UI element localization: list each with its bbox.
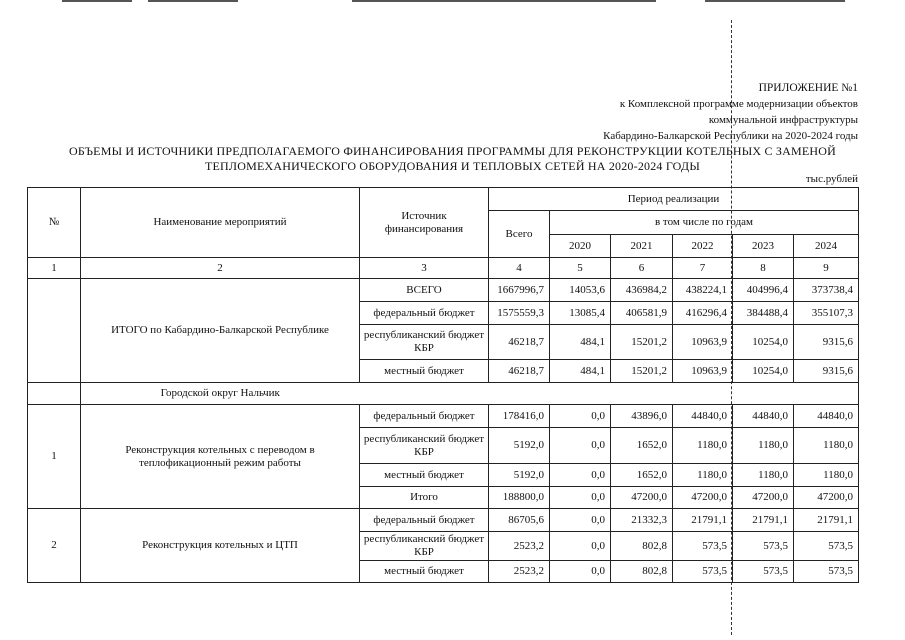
table-row (28, 405, 859, 428)
value-cell: 573,5 (794, 561, 859, 583)
row-num: 1 (28, 405, 81, 509)
scan-edge-line (705, 0, 845, 2)
source-cell: республиканский бюджет КБР (360, 532, 489, 561)
year-cell: 2024 (794, 235, 859, 258)
value-cell: 355107,3 (794, 302, 859, 325)
empty-cell (550, 383, 611, 405)
header-name: Наименование мероприятий (81, 188, 360, 258)
header-source: Источник финансирования (360, 188, 489, 258)
header-num: № (28, 188, 81, 258)
unit-label: тыс.рублей (805, 173, 858, 185)
value-cell: 9315,6 (794, 325, 859, 360)
value-cell: 1180,0 (794, 464, 859, 487)
colnum-cell: 2 (81, 258, 360, 279)
value-cell: 573,5 (733, 561, 794, 583)
scan-edge-line (352, 0, 656, 2)
colnum-cell: 5 (550, 258, 611, 279)
value-cell: 0,0 (550, 561, 611, 583)
value-cell: 10963,9 (673, 360, 733, 383)
value-cell: 47200,0 (794, 487, 859, 509)
value-cell: 43896,0 (611, 405, 673, 428)
value-cell: 436984,2 (611, 279, 673, 302)
value-cell: 384488,4 (733, 302, 794, 325)
value-cell: 47200,0 (611, 487, 673, 509)
value-cell: 1180,0 (673, 428, 733, 464)
value-cell: 44840,0 (794, 405, 859, 428)
empty-cell (673, 383, 733, 405)
value-cell: 14053,6 (550, 279, 611, 302)
colnum-cell: 7 (673, 258, 733, 279)
value-cell: 404996,4 (733, 279, 794, 302)
value-cell: 573,5 (673, 532, 733, 561)
value-cell: 10963,9 (673, 325, 733, 360)
colnum-cell: 6 (611, 258, 673, 279)
value-cell: 1575559,3 (489, 302, 550, 325)
title-line: ТЕПЛОМЕХАНИЧЕСКОГО ОБОРУДОВАНИЯ И ТЕПЛОВЫХ СЕТЕЙ НА 2020-2024 ГОДЫ (205, 159, 700, 173)
title-line: ОБЪЕМЫ И ИСТОЧНИКИ ПРЕДПОЛАГАЕМОГО ФИНАНСИРОВАНИЯ ПРОГРАММЫ ДЛЯ РЕКОНСТРУКЦИИ КОТЕЛЬНЫХ С ЗАМЕНОЙ (69, 144, 836, 158)
source-cell: Итого (360, 487, 489, 509)
financing-table (27, 187, 859, 583)
value-cell: 10254,0 (733, 325, 794, 360)
value-cell: 1180,0 (794, 428, 859, 464)
header-period: Период реализации (489, 188, 859, 211)
value-cell: 44840,0 (733, 405, 794, 428)
source-cell: местный бюджет (360, 561, 489, 583)
value-cell: 188800,0 (489, 487, 550, 509)
header-by-year: в том числе по годам (550, 211, 859, 235)
value-cell: 9315,6 (794, 360, 859, 383)
value-cell: 10254,0 (733, 360, 794, 383)
value-cell: 2523,2 (489, 532, 550, 561)
year-cell: 2023 (733, 235, 794, 258)
value-cell: 802,8 (611, 532, 673, 561)
measure-name: Реконструкция котельных и ЦТП (81, 509, 360, 583)
value-cell: 5192,0 (489, 428, 550, 464)
value-cell: 178416,0 (489, 405, 550, 428)
value-cell: 13085,4 (550, 302, 611, 325)
appendix-line: ПРИЛОЖЕНИЕ №1 (758, 82, 858, 94)
value-cell: 46218,7 (489, 360, 550, 383)
value-cell: 2523,2 (489, 561, 550, 583)
document-title (0, 144, 905, 174)
row-num (28, 383, 81, 405)
colnum-cell: 8 (733, 258, 794, 279)
colnum-cell: 4 (489, 258, 550, 279)
value-cell: 46218,7 (489, 325, 550, 360)
value-cell: 44840,0 (673, 405, 733, 428)
source-cell: республиканский бюджет КБР (360, 325, 489, 360)
appendix-header (603, 80, 858, 144)
value-cell: 15201,2 (611, 325, 673, 360)
value-cell: 573,5 (794, 532, 859, 561)
source-cell: федеральный бюджет (360, 405, 489, 428)
value-cell: 0,0 (550, 509, 611, 532)
value-cell: 573,5 (673, 561, 733, 583)
colnum-cell: 9 (794, 258, 859, 279)
value-cell: 47200,0 (733, 487, 794, 509)
year-cell: 2021 (611, 235, 673, 258)
value-cell: 21332,3 (611, 509, 673, 532)
value-cell: 484,1 (550, 360, 611, 383)
value-cell: 0,0 (550, 464, 611, 487)
value-cell: 1667996,7 (489, 279, 550, 302)
value-cell: 438224,1 (673, 279, 733, 302)
source-cell: местный бюджет (360, 464, 489, 487)
empty-cell (611, 383, 673, 405)
value-cell: 21791,1 (733, 509, 794, 532)
district-name: Городской округ Нальчик (81, 383, 360, 405)
value-cell: 406581,9 (611, 302, 673, 325)
source-cell: федеральный бюджет (360, 302, 489, 325)
appendix-line: к Комплексной программе модернизации объектов (619, 98, 858, 110)
table-row (28, 509, 859, 532)
appendix-line: Кабардино-Балкарской Республики на 2020-2024 годы (603, 130, 858, 142)
value-cell: 21791,1 (673, 509, 733, 532)
colnum-cell: 1 (28, 258, 81, 279)
value-cell: 0,0 (550, 405, 611, 428)
value-cell: 0,0 (550, 428, 611, 464)
appendix-line: коммунальной инфраструктуры (708, 114, 858, 126)
row-num: 2 (28, 509, 81, 583)
header-row (28, 188, 859, 211)
table-row (28, 279, 859, 302)
value-cell: 47200,0 (673, 487, 733, 509)
source-cell: местный бюджет (360, 360, 489, 383)
value-cell: 15201,2 (611, 360, 673, 383)
value-cell: 21791,1 (794, 509, 859, 532)
value-cell: 0,0 (550, 532, 611, 561)
value-cell: 5192,0 (489, 464, 550, 487)
value-cell: 373738,4 (794, 279, 859, 302)
measure-name: Реконструкция котельных с переводом в теплофикационный режим работы (81, 405, 360, 509)
value-cell: 484,1 (550, 325, 611, 360)
value-cell: 1180,0 (733, 428, 794, 464)
colnum-cell: 3 (360, 258, 489, 279)
source-cell: ВСЕГО (360, 279, 489, 302)
source-cell: федеральный бюджет (360, 509, 489, 532)
year-cell: 2020 (550, 235, 611, 258)
year-cell: 2022 (673, 235, 733, 258)
value-cell: 1652,0 (611, 428, 673, 464)
district-row (28, 383, 859, 405)
empty-cell (794, 383, 859, 405)
column-numbers-row (28, 258, 859, 279)
value-cell: 1652,0 (611, 464, 673, 487)
value-cell: 86705,6 (489, 509, 550, 532)
value-cell: 1180,0 (673, 464, 733, 487)
value-cell: 416296,4 (673, 302, 733, 325)
value-cell: 1180,0 (733, 464, 794, 487)
measure-name: ИТОГО по Кабардино-Балкарской Республике (81, 279, 360, 383)
value-cell: 0,0 (550, 487, 611, 509)
scan-edge-line (148, 0, 238, 2)
scan-edge-line (62, 0, 132, 2)
value-cell: 802,8 (611, 561, 673, 583)
empty-cell (360, 383, 489, 405)
header-total: Всего (489, 211, 550, 258)
value-cell: 573,5 (733, 532, 794, 561)
empty-cell (733, 383, 794, 405)
empty-cell (489, 383, 550, 405)
row-num (28, 279, 81, 383)
source-cell: республиканский бюджет КБР (360, 428, 489, 464)
